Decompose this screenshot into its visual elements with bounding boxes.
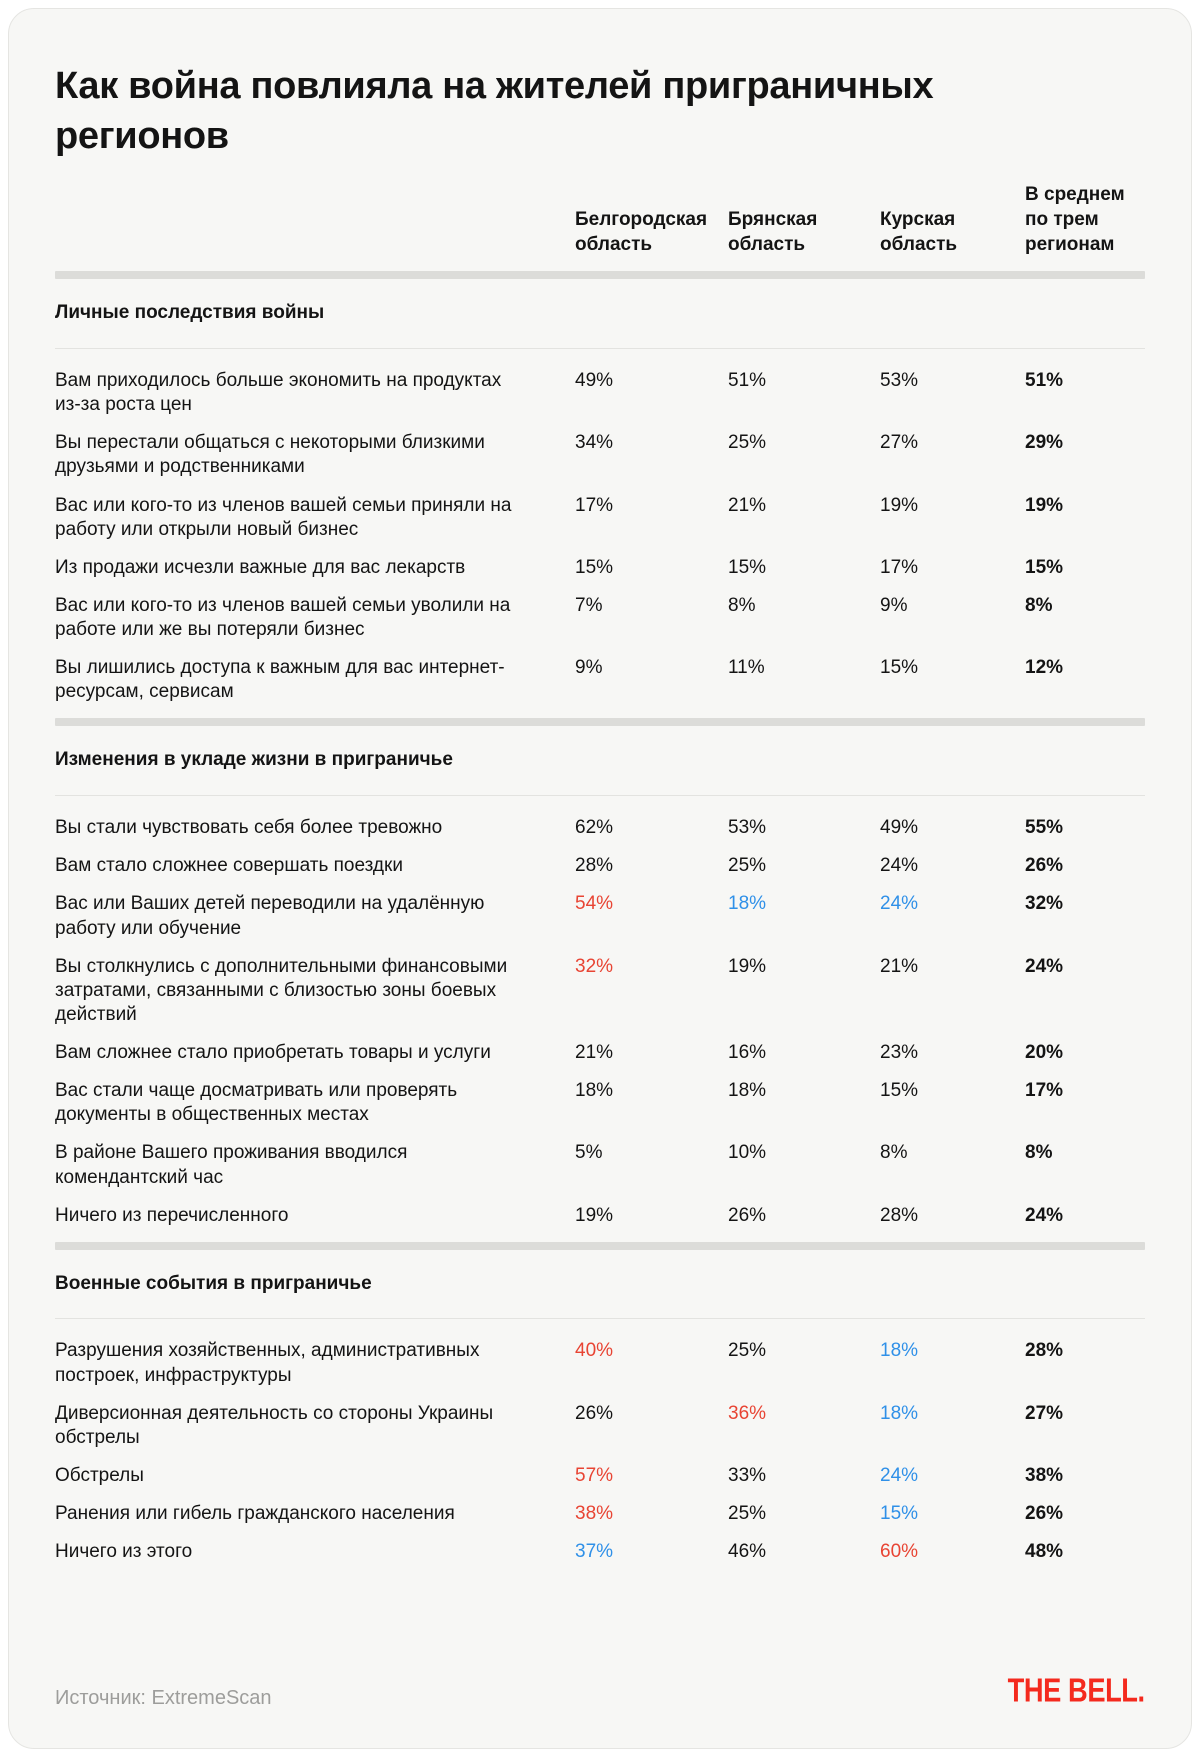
row-label: Вы лишились доступа к важным для вас интернет-ресурсам, сервисам (55, 657, 505, 703)
value-cell: 25% (728, 855, 767, 877)
value-cell: 24% (880, 893, 919, 915)
table-row (55, 656, 1145, 704)
value-cell: 18% (880, 1402, 919, 1424)
table-row (55, 494, 1145, 542)
value-cell: 49% (575, 370, 614, 392)
source-text: Источник: ExtremeScan (55, 1687, 272, 1709)
value-cell: 53% (728, 817, 767, 839)
value-cell: 34% (575, 432, 614, 454)
section-heading: Изменения в укладе жизни в приграничье (55, 749, 453, 771)
value-cell: 21% (728, 494, 767, 516)
section-rows (55, 816, 1145, 1228)
value-cell: 18% (575, 1080, 614, 1102)
value-cell: 55% (1025, 817, 1064, 839)
value-cell: 36% (728, 1402, 767, 1424)
value-cell: 40% (575, 1340, 614, 1362)
value-cell: 51% (728, 370, 767, 392)
row-label: Вы стали чувствовать себя более тревожно (55, 817, 443, 839)
value-cell: 21% (575, 1042, 614, 1063)
value-cell: 60% (880, 1541, 919, 1563)
value-cell: 24% (1025, 955, 1064, 977)
value-cell: 17% (575, 494, 614, 516)
section-divider-line (55, 348, 1145, 349)
the-bell-logo: THE BELL. (1008, 1671, 1145, 1709)
row-label: Обстрелы (55, 1464, 144, 1486)
value-cell: 24% (1025, 1204, 1064, 1226)
value-cell: 12% (1025, 657, 1064, 679)
value-cell: 20% (1025, 1042, 1064, 1063)
section-divider-bar (55, 1242, 1145, 1250)
value-cell: 28% (880, 1204, 919, 1226)
value-cell: 37% (575, 1541, 614, 1563)
row-label: Диверсионная деятельность со стороны Украины обстрелы (55, 1402, 494, 1448)
table-row (55, 1079, 1145, 1127)
value-cell: 32% (575, 955, 614, 977)
value-cell: 15% (728, 556, 767, 578)
value-cell: 54% (575, 893, 614, 915)
value-cell: 9% (880, 594, 908, 616)
table-row (55, 955, 1145, 1027)
value-cell: 19% (880, 494, 919, 516)
value-cell: 5% (575, 1142, 603, 1164)
value-cell: 18% (728, 1080, 767, 1102)
value-cell: 11% (728, 657, 765, 679)
value-cell: 51% (1025, 370, 1064, 392)
table-row (55, 594, 1145, 642)
table-row (55, 431, 1145, 479)
section-heading: Военные события в приграничье (55, 1272, 372, 1294)
value-cell: 8% (1025, 594, 1053, 616)
page-title: Как война повлияла на жителей приграничных регионов (55, 65, 934, 158)
value-cell: 26% (728, 1204, 767, 1226)
value-cell: 48% (1025, 1541, 1064, 1563)
row-label: Из продажи исчезли важные для вас лекарств (55, 556, 466, 578)
value-cell: 9% (575, 657, 603, 679)
value-cell: 23% (880, 1042, 919, 1063)
table-row (55, 1402, 1145, 1450)
value-cell: 28% (575, 855, 614, 877)
value-cell: 57% (575, 1464, 614, 1486)
table-row (55, 1464, 1145, 1488)
value-cell: 62% (575, 817, 614, 839)
row-label: Вы перестали общаться с некоторыми близкими друзьями и родственниками (55, 432, 485, 478)
row-label: В районе Вашего проживания вводился комендантский час (55, 1142, 408, 1188)
section-rows (55, 369, 1145, 704)
value-cell: 49% (880, 817, 919, 839)
column-header-bryansk: Брянская область (728, 209, 818, 255)
value-cell: 18% (728, 893, 767, 915)
value-cell: 33% (728, 1464, 767, 1486)
row-label: Ничего из перечисленного (55, 1204, 289, 1226)
value-cell: 7% (575, 594, 603, 616)
table-row (55, 556, 1145, 580)
section-heading: Личные последствия войны (55, 302, 325, 324)
value-cell: 27% (1025, 1402, 1064, 1424)
row-label: Вас или кого-то из членов вашей семьи приняли на работу или открыли новый бизнес (55, 494, 512, 540)
value-cell: 38% (575, 1503, 614, 1525)
row-label: Вам сложнее стало приобретать товары и услуги (55, 1042, 491, 1063)
value-cell: 24% (880, 855, 919, 877)
column-header-kursk: Курская область (880, 209, 958, 255)
section-divider-line (55, 1318, 1145, 1319)
table-row (55, 1339, 1145, 1387)
value-cell: 15% (1025, 556, 1064, 578)
value-cell: 19% (575, 1204, 614, 1226)
section-divider-bar (55, 271, 1145, 279)
value-cell: 38% (1025, 1464, 1064, 1486)
row-label: Вам приходилось больше экономить на продуктах из-за роста цен (55, 370, 502, 416)
column-header-average: В среднем по трем регионам (1025, 184, 1125, 255)
value-cell: 29% (1025, 432, 1064, 454)
value-cell: 28% (1025, 1340, 1064, 1362)
value-cell: 21% (880, 955, 919, 977)
value-cell: 19% (1025, 494, 1064, 516)
section-divider-bar (55, 718, 1145, 726)
value-cell: 8% (1025, 1142, 1053, 1164)
table-row (55, 854, 1145, 878)
row-label: Вам стало сложнее совершать поездки (55, 855, 403, 877)
table-row (55, 1540, 1145, 1564)
value-cell: 18% (880, 1340, 919, 1362)
table-row (55, 816, 1145, 840)
row-label: Вас стали чаще досматривать или проверять документы в общественных местах (55, 1080, 458, 1126)
value-cell: 26% (575, 1402, 614, 1424)
value-cell: 10% (728, 1142, 767, 1164)
row-label: Вас или Ваших детей переводили на удалённую работу или обучение (55, 893, 485, 939)
table-row (55, 892, 1145, 940)
value-cell: 17% (880, 556, 919, 578)
row-label: Вас или кого-то из членов вашей семьи уволили на работе или же вы потеряли бизнес (55, 594, 511, 641)
value-cell: 25% (728, 1340, 767, 1362)
infographic-card (8, 8, 1192, 1749)
value-cell: 32% (1025, 893, 1064, 915)
table-row (55, 1204, 1145, 1228)
column-header-row (55, 183, 1145, 257)
row-label: Вы столкнулись с дополнительными финансовыми затратами, связанными с близостью зоны боевых действий (55, 955, 508, 1025)
value-cell: 26% (1025, 855, 1064, 877)
value-cell: 25% (728, 432, 767, 454)
table-row (55, 369, 1145, 417)
table-body (55, 257, 1145, 1578)
value-cell: 15% (880, 657, 919, 679)
section-rows (55, 1339, 1145, 1564)
value-cell: 26% (1025, 1503, 1064, 1525)
value-cell: 8% (880, 1142, 908, 1164)
value-cell: 8% (728, 594, 756, 616)
value-cell: 25% (728, 1503, 767, 1525)
section-divider-line (55, 795, 1145, 796)
value-cell: 19% (728, 955, 767, 977)
value-cell: 17% (1025, 1080, 1064, 1102)
table-row (55, 1502, 1145, 1526)
row-label: Ранения или гибель гражданского населения (55, 1503, 455, 1525)
value-cell: 15% (575, 556, 614, 578)
table-row (55, 1041, 1145, 1065)
value-cell: 53% (880, 370, 919, 392)
row-label: Ничего из этого (55, 1541, 193, 1563)
value-cell: 24% (880, 1464, 919, 1486)
value-cell: 27% (880, 432, 919, 454)
value-cell: 16% (728, 1042, 767, 1063)
value-cell: 15% (880, 1080, 919, 1102)
footer (55, 1671, 1145, 1710)
table-row (55, 1141, 1145, 1189)
column-header-belgorod: Белгородская область (575, 209, 708, 255)
value-cell: 46% (728, 1541, 767, 1563)
row-label: Разрушения хозяйственных, административных построек, инфраструктуры (55, 1340, 480, 1386)
value-cell: 15% (880, 1503, 919, 1525)
